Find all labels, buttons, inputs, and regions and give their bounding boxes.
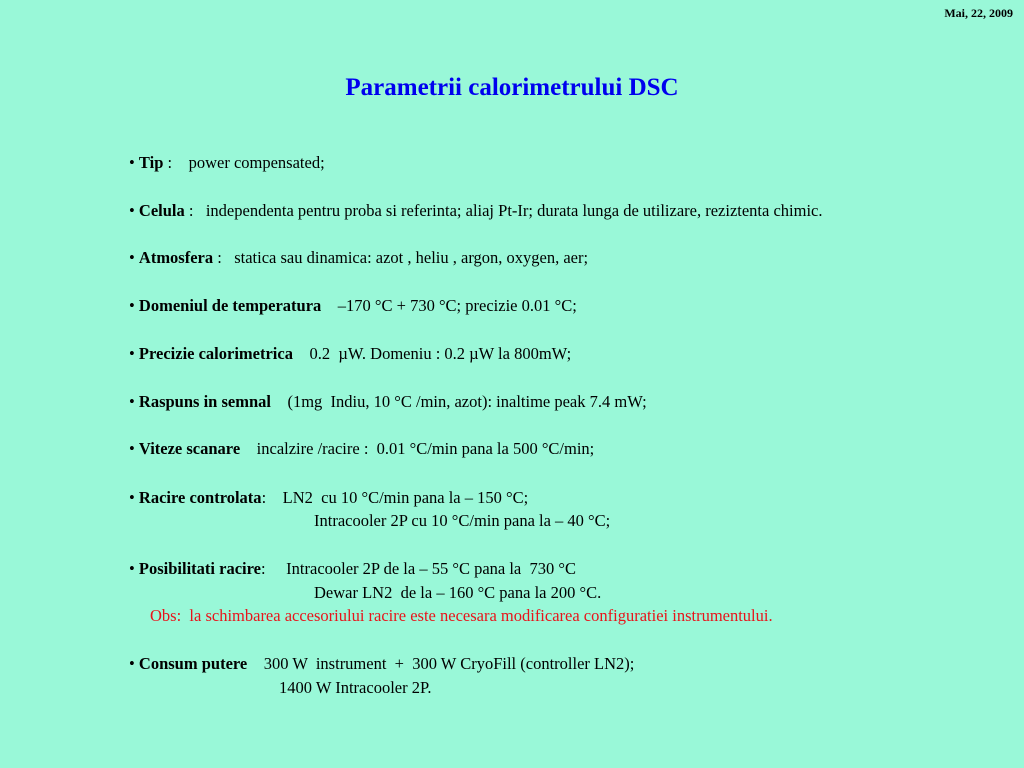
item-separator — [240, 439, 257, 458]
item-value: Intracooler 2P de la – 55 °C pana la 730 °C — [286, 559, 576, 578]
item-label: Atmosfera — [138, 248, 214, 267]
item-separator: : — [184, 201, 206, 220]
observation-note: Obs: la schimbarea accesoriului racire este necesara modificarea configuratiei instrumentului. — [150, 606, 773, 625]
item-separator — [321, 296, 338, 315]
item-tip — [129, 153, 325, 173]
item-value: independenta pentru proba si referinta; aliaj Pt-Ir; durata lunga de utilizare, reziztenta chimic. — [205, 201, 823, 220]
bullet: • — [129, 559, 135, 578]
bullet: • — [129, 344, 135, 363]
item-separator: : — [213, 248, 235, 267]
item-label: Consum putere — [138, 654, 248, 673]
item-separator — [293, 344, 310, 363]
bullet: • — [129, 392, 135, 411]
item-consum-putere — [129, 654, 634, 674]
item-value: 0.2 µW. Domeniu : 0.2 µW la 800mW; — [309, 344, 572, 363]
item-separator — [271, 392, 288, 411]
item-celula — [129, 201, 823, 221]
item-racire-controlata — [129, 488, 528, 508]
item-label: Precizie calorimetrica — [138, 344, 293, 363]
item-label: Viteze scanare — [138, 439, 241, 458]
bullet: • — [129, 488, 135, 507]
item-separator: : — [260, 559, 287, 578]
item-viteze-scanare — [129, 439, 594, 459]
item-continuation: 1400 W Intracooler 2P. — [279, 678, 432, 697]
bullet: • — [129, 654, 135, 673]
item-separator: : — [163, 153, 189, 172]
item-continuation: Intracooler 2P cu 10 °C/min pana la – 40 °C; — [314, 511, 611, 530]
item-label: Racire controlata — [138, 488, 262, 507]
item-precizie-calorimetrica — [129, 344, 571, 364]
slide-title: Parametrii calorimetrului DSC — [345, 74, 679, 101]
item-atmosfera — [129, 248, 588, 268]
item-separator — [247, 654, 264, 673]
item-raspuns-semnal — [129, 392, 647, 412]
item-label: Celula — [138, 201, 185, 220]
item-posibilitati-racire — [129, 559, 576, 579]
item-separator: : — [261, 488, 283, 507]
item-value: (1mg Indiu, 10 °C /min, azot): inaltime peak 7.4 mW; — [287, 392, 647, 411]
item-value: –170 °C + 730 °C; precizie 0.01 °C; — [337, 296, 577, 315]
item-continuation: Dewar LN2 de la – 160 °C pana la 200 °C. — [314, 583, 602, 602]
item-label: Domeniul de temperatura — [138, 296, 322, 315]
bullet: • — [129, 439, 135, 458]
item-value: 300 W instrument + 300 W CryoFill (controller LN2); — [263, 654, 635, 673]
slide-date: Mai, 22, 2009 — [944, 6, 1013, 20]
bullet: • — [129, 153, 135, 172]
item-value: incalzire /racire : 0.01 °C/min pana la 500 °C/min; — [256, 439, 595, 458]
bullet: • — [129, 201, 135, 220]
item-label: Posibilitati racire — [138, 559, 261, 578]
item-label: Raspuns in semnal — [138, 392, 271, 411]
item-label: Tip — [138, 153, 164, 172]
bullet: • — [129, 248, 135, 267]
item-value: power compensated; — [188, 153, 325, 172]
item-value: statica sau dinamica: azot , heliu , argon, oxygen, aer; — [234, 248, 589, 267]
item-domeniul-temperatura — [129, 296, 577, 316]
bullet: • — [129, 296, 135, 315]
item-value: LN2 cu 10 °C/min pana la – 150 °C; — [282, 488, 529, 507]
